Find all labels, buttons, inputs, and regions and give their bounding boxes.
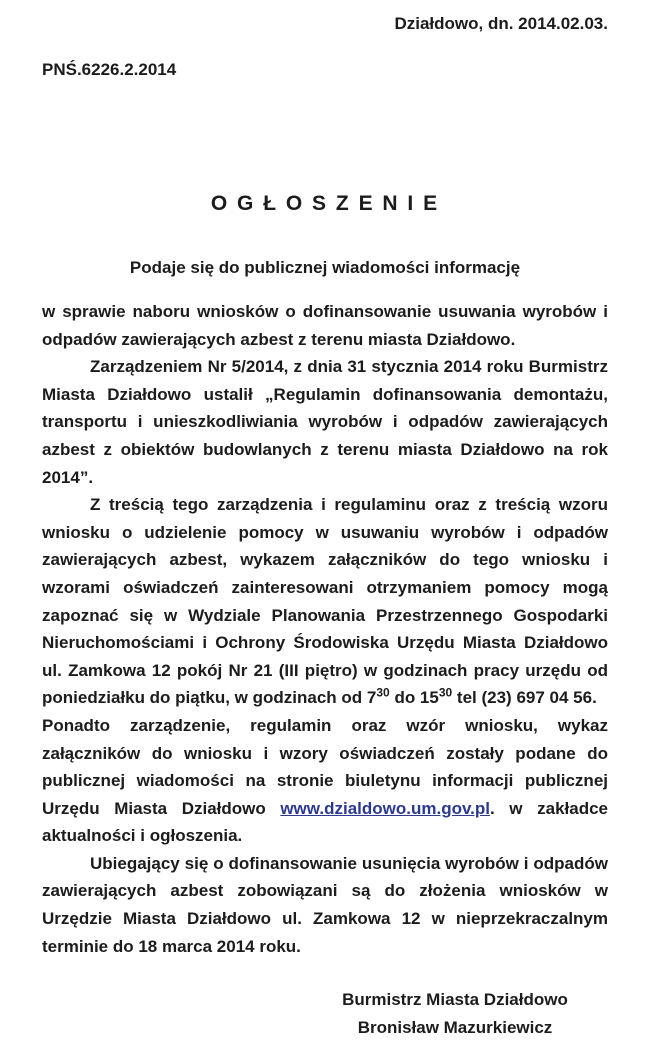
paragraph [42,353,608,491]
document-subtitle: Podaje się do publicznej wiadomości informację [129,258,521,277]
paragraph [42,712,608,850]
paragraph-text: . w zakładce aktualności i ogłoszenia. [42,798,608,846]
signature-role: Burmistrz Miasta Działdowo [342,990,568,1010]
paragraph-text: Ubiegający się o dofinansowanie usunięcia wyrobów i odpadów zawierających azbest zobowiązani są do złożenia wniosków w Urzędzie Miasta Działdowo ul. Zamkowa 12 w nieprzekraczalnym terminie do 18 marca 2014 roku. [42,853,608,956]
paragraph-text: w sprawie naboru wniosków o dofinansowanie usuwania wyrobów i odpadów zawierających azbest z terenu miasta Działdowo. [42,302,608,349]
paragraph [42,850,608,960]
signature-block [320,986,590,1041]
reference-number: PNŚ.6226.2.2014 [42,60,177,79]
superscript: 30 [438,685,453,700]
paragraph-text: Ponadto zarządzenie, regulamin oraz wzór wniosku, wykaz załączników do wniosku i wzory oświadczeń zostały podane do publicznej wiadomości na stronie biuletynu informacji publicznej Urzędu Miasta Działdowo [42,715,608,818]
paragraph-text: tel (23) 697 04 56. [452,688,597,708]
paragraph [42,298,608,353]
document-body [42,298,608,960]
signature-name: Bronisław Mazurkiewicz [357,1017,553,1037]
paragraph-text: Zarządzeniem Nr 5/2014, z dnia 31 stycznia 2014 roku Burmistrz Miasta Działdowo ustalił „Regulamin dofinansowania demontażu, transportu i unieszkodliwiania wyrobów i odpadów zawierających azbest z obiektów budowlanych z terenu miasta Działdowo na rok 2014”. [42,357,608,487]
paragraph-text: Z treścią tego zarządzenia i regulaminu oraz z treścią wzoru wniosku o udzielenie pomocy w usuwaniu wyrobów i odpadów zawierających azbest, wykazem załączników do tego wniosku i wzorami oświadczeń zainteresowani otrzymaniem pomocy mogą zapoznać się w Wydziale Planowania Przestrzennego Gospodarki Nieruchomościami i Ochrony Środowiska Urzędu Miasta Działdowo ul. Zamkowa 12 pokój Nr 21 (III piętro) w godzinach pracy urzędu od poniedziałku do piątku, w godzinach od 7 [42,495,608,708]
document-date: Działdowo, dn. 2014.02.03. [394,14,608,33]
paragraph-text: do 15 [389,688,439,708]
link-dzialdowo-website[interactable]: www.dzialdowo.um.gov.pl [280,798,490,818]
paragraph [42,491,608,712]
document-title: O G Ł O S Z E N I E [210,192,440,215]
superscript: 30 [376,685,390,700]
